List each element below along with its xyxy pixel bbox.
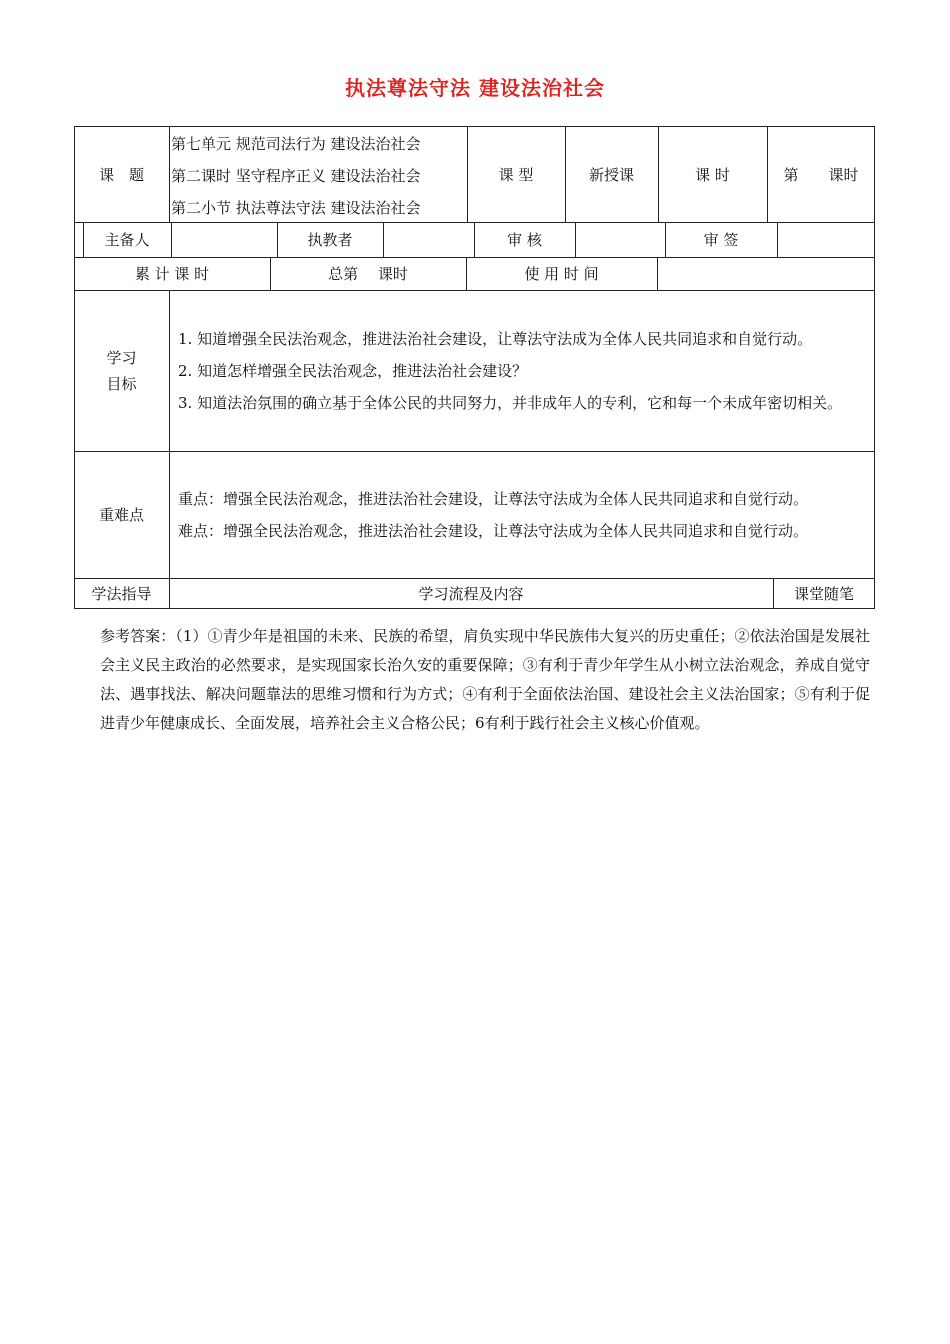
topic-line-section: 第二小节 执法尊法守法 建设法治社会 bbox=[171, 199, 421, 217]
period-label: 课 时 bbox=[695, 165, 730, 184]
review-label: 审 核 bbox=[507, 231, 542, 249]
teacher-label: 执教者 bbox=[307, 231, 353, 249]
goals-label-line2: 目标 bbox=[106, 374, 137, 393]
goals-label bbox=[74, 290, 169, 451]
type-value: 新授课 bbox=[588, 165, 634, 184]
goals-label-line1: 学习 bbox=[106, 348, 137, 367]
focus-point: 重点：增强全民法治观念，推进法治社会建设，让尊法守法成为全体人民共同追求和自觉行动。 bbox=[178, 489, 809, 508]
notes-label: 课堂随笔 bbox=[793, 585, 854, 603]
preparer-value bbox=[171, 222, 277, 257]
method-label: 学法指导 bbox=[91, 585, 152, 603]
goal-item: 1. 知道增强全民法治观念，推进法治社会建设，让尊法守法成为全体人民共同追求和自觉行动。 bbox=[178, 329, 813, 348]
key-points-label: 重难点 bbox=[98, 506, 144, 524]
preparer-label: 主备人 bbox=[104, 231, 150, 249]
goal-item: 2. 知道怎样增强全民法治观念，推进法治社会建设？ bbox=[178, 361, 528, 380]
topic-line-lesson: 第二课时 坚守程序正义 建设法治社会 bbox=[171, 167, 421, 185]
reference-answer: 参考答案：（1）①青少年是祖国的未来、民族的希望，肩负实现中华民族伟大复兴的历史重任；②依法治国是发展社会主义民主政治的必然要求，是实现国家长治久安的重要保障；③有利于青少年学生从小树立法治观念，养成自觉守法、遇事找法、解决问题靠法的思维习惯和行为方式；④有利于全面依法治国、建设社会主义法治国家；⑤有利于促进青少年健康成长、全面发展，培养社会主义合格公民；6有利于践行社会主义核心价值观。 bbox=[100, 627, 870, 732]
type-label: 课 型 bbox=[498, 165, 534, 184]
difficulty-point: 难点：增强全民法治观念，推进法治社会建设，让尊法守法成为全体人民共同追求和自觉行动。 bbox=[178, 521, 809, 540]
cumulative-hours-label: 累 计 课 时 bbox=[134, 265, 210, 283]
topic-line-unit: 第七单元 规范司法行为 建设法治社会 bbox=[171, 135, 421, 153]
goal-item: 3. 知道法治氛围的确立基于全体公民的共同努力，并非成年人的专利，它和每一个未成年密切相关。 bbox=[178, 393, 843, 412]
teacher-value bbox=[383, 222, 474, 257]
use-time-value bbox=[657, 257, 875, 290]
topic-label: 课 题 bbox=[98, 165, 144, 184]
topic-value bbox=[171, 126, 467, 222]
review-value bbox=[575, 222, 665, 257]
key-points-content bbox=[178, 451, 868, 578]
use-time-label: 使 用 时 间 bbox=[524, 265, 599, 283]
period-value: 第 课时 bbox=[783, 165, 859, 184]
total-hours-label: 总第 课时 bbox=[328, 265, 408, 283]
sign-label: 审 签 bbox=[703, 231, 739, 249]
goals-content bbox=[178, 290, 868, 451]
process-label: 学习流程及内容 bbox=[418, 585, 524, 603]
sign-value bbox=[777, 222, 875, 257]
document-title: 执法尊法守法 建设法治社会 bbox=[345, 76, 605, 100]
